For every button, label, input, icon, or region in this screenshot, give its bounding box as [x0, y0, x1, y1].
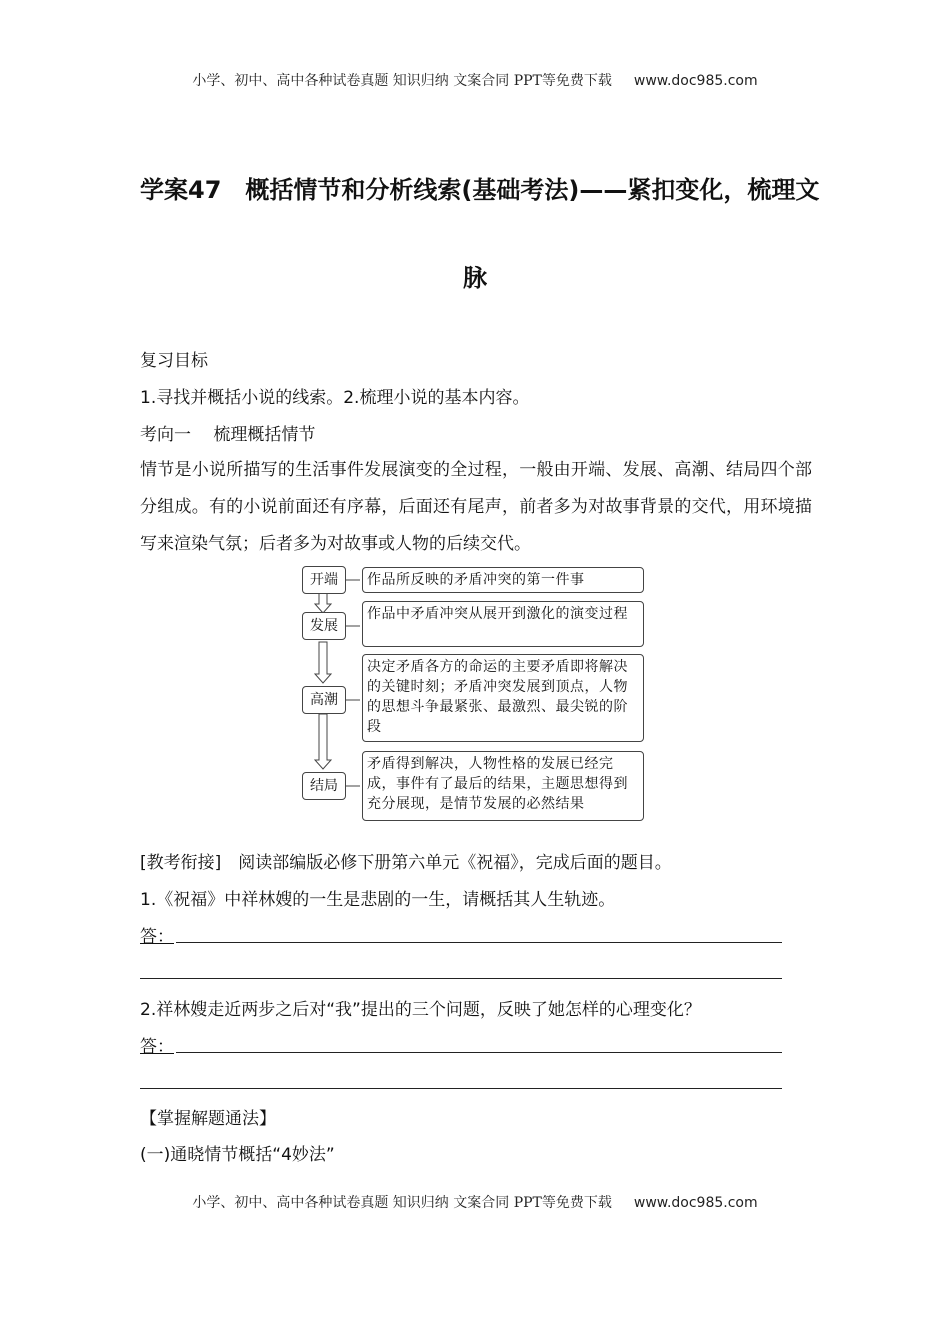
stage-climax: 高潮	[302, 686, 346, 714]
textbook-link: [教考衔接] 阅读部编版必修下册第六单元《祝福》，完成后面的题目。	[140, 853, 672, 873]
answer-line-2a[interactable]	[176, 1051, 782, 1053]
stage-opening: 开端	[302, 566, 346, 594]
page-header	[0, 70, 950, 90]
method-subheading: (一)通晓情节概括“4妙法”	[140, 1145, 335, 1165]
review-goals: 1.寻找并概括小说的线索。2.梳理小说的基本内容。	[140, 388, 530, 408]
plot-intro-paragraph: 情节是小说所描写的生活事件发展演变的全过程，一般由开端、发展、高潮、结局四个部分组成。有的小说前面还有序幕，后面还有尾声，前者多为对故事背景的交代，用环境描写来渲染气氛；后者多为对故事或人物的后续交代。	[140, 460, 812, 554]
stage-ending: 结局	[302, 772, 346, 800]
page-footer	[0, 1192, 950, 1212]
section1-heading: 考向一 梳理概括情节	[140, 425, 316, 445]
answer-line-1b[interactable]	[140, 977, 782, 979]
document-title: 学案47 概括情节和分析线索(基础考法)——紧扣变化，梳理文	[140, 176, 820, 204]
answer-label-2: 答：	[140, 1037, 174, 1057]
stage-opening-desc: 作品所反映的矛盾冲突的第一件事	[362, 567, 644, 593]
footer-text: 小学、初中、高中各种试卷真题 知识归纳 文案合同 PPT等免费下载	[192, 1195, 612, 1211]
question-1: 1.《祝福》中祥林嫂的一生是悲剧的一生，请概括其人生轨迹。	[140, 890, 616, 910]
header-text: 小学、初中、高中各种试卷真题 知识归纳 文案合同 PPT等免费下载	[192, 73, 612, 89]
question-2: 2.祥林嫂走近两步之后对“我”提出的三个问题，反映了她怎样的心理变化？	[140, 1000, 701, 1020]
footer-url[interactable]: www.doc985.com	[633, 1195, 758, 1211]
plot-structure-diagram	[300, 564, 652, 826]
review-heading: 复习目标	[140, 351, 208, 371]
answer-line-1a[interactable]	[176, 941, 782, 943]
answer-label-1: 答：	[140, 927, 174, 947]
stage-climax-desc: 决定矛盾各方的命运的主要矛盾即将解决的关键时刻；矛盾冲突发展到顶点，人物的思想斗争最紧张、最激烈、最尖锐的阶段	[362, 654, 644, 742]
stage-development: 发展	[302, 612, 346, 640]
method-heading: 【掌握解题通法】	[140, 1109, 276, 1129]
answer-line-2b[interactable]	[140, 1087, 782, 1089]
header-url[interactable]: www.doc985.com	[633, 73, 758, 89]
stage-development-desc: 作品中矛盾冲突从展开到激化的演变过程	[362, 601, 644, 647]
stage-ending-desc: 矛盾得到解决，人物性格的发展已经完成，事件有了最后的结果，主题思想得到充分展现，是情节发展的必然结果	[362, 751, 644, 821]
document-title-continued: 脉	[463, 264, 487, 292]
